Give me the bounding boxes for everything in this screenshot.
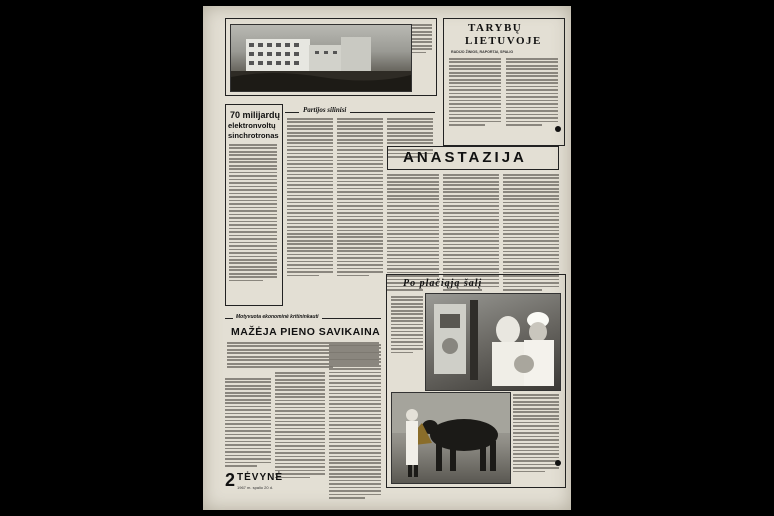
tarybu-col2 <box>506 58 558 128</box>
partijos-heading: Partijos silinisi <box>299 106 350 114</box>
milijardu-heading-1: 70 milijardų <box>230 110 281 120</box>
pieno-heading: MAŽĖJA PIENO SAVIKAINA <box>231 326 381 338</box>
po-placiaja-heading: Po plačiąją šalį <box>403 278 483 289</box>
pieno-col2 <box>275 372 325 480</box>
pieno-col3 <box>329 344 381 501</box>
milijardu-heading-2: elektronvoltų <box>228 121 276 130</box>
photo-caption <box>412 24 432 55</box>
tarybu-subheading: RADIJO ŽINIOS, RAPORTAI, SPALIO <box>451 50 514 54</box>
building-photo <box>230 24 412 92</box>
milijardu-heading-3: sinchrotronas <box>228 131 279 140</box>
laboratory-photo <box>425 293 561 391</box>
newspaper-page <box>203 6 571 510</box>
lietuvoje-heading: LIETUVOJE <box>465 35 542 47</box>
motyvuota-heading: Motyvuota ekonominė kritininkauti <box>233 314 322 320</box>
tarybu-col1 <box>449 58 501 128</box>
page-number: 2 <box>225 470 236 490</box>
cow-photo <box>391 392 511 484</box>
anastazija-heading: ANASTAZIJA <box>403 149 527 166</box>
masthead-date: 1967 m. spalio 20 d. <box>237 485 274 490</box>
partijos-col2 <box>337 118 383 278</box>
partijos-col1 <box>287 118 333 278</box>
punch-hole-top <box>555 126 561 132</box>
pieno-col1 <box>225 378 271 469</box>
cow-caption <box>513 394 559 474</box>
punch-hole-bottom <box>555 460 561 466</box>
milijardu-text <box>229 144 277 283</box>
tarybu-heading: TARYBŲ <box>468 22 523 34</box>
masthead-title: TĖVYNĖ <box>237 472 284 483</box>
lab-caption <box>391 296 423 355</box>
